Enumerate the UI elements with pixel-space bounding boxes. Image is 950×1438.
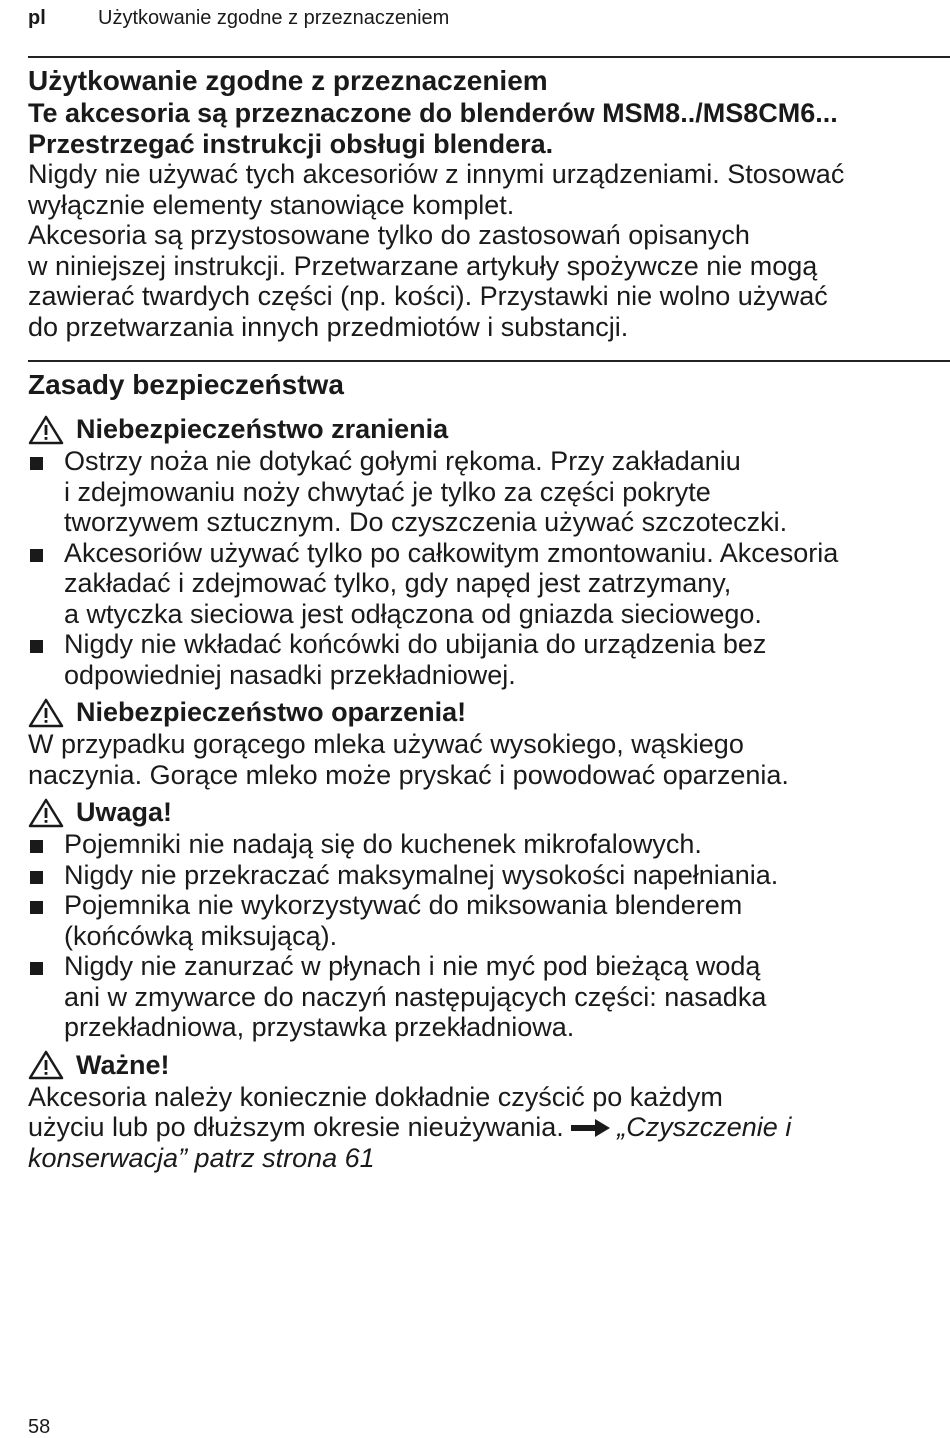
list-item: Ostrzy noża nie dotykać gołymi rękoma. Przy zakładaniu i zdejmowaniu noży chwytać je tylko za części pokryte tworzywem sztucznym. Do czyszczenia używać szczoteczki.	[28, 446, 950, 538]
intended-use-line: do przetwarzania innych przedmiotów i substancji.	[28, 311, 629, 342]
intended-use-line: zawierać twardych części (np. kości). Przystawki nie wolno używać	[28, 281, 828, 311]
intended-use-section	[28, 64, 950, 342]
burn-text-line: W przypadku gorącego mleka używać wysokiego, wąskiego	[28, 729, 744, 759]
list-item: Nigdy nie zanurzać w płynach i nie myć pod bieżącą wodą ani w zmywarce do naczyń następujących części: nasadka przekładniowa, przystawka przekładniowa.	[28, 951, 950, 1043]
intended-use-line: Akcesoria są przystosowane tylko do zastosowań opisanych	[28, 220, 750, 250]
safety-heading: Zasady bezpieczeństwa	[28, 369, 344, 400]
header-divider	[28, 56, 950, 58]
page-number: 58	[28, 1416, 51, 1438]
page-header	[28, 6, 449, 30]
cross-reference-link-cont[interactable]: konserwacja” patrz strona 61	[28, 1142, 375, 1173]
warning-triangle-icon	[28, 798, 64, 828]
section-divider	[28, 360, 950, 362]
safety-section	[28, 368, 950, 1173]
injury-warning-title: Niebezpieczeństwo zranienia	[28, 413, 950, 446]
burn-text-line: naczynia. Gorące mleko może pryskać i powodować oparzenia.	[28, 759, 789, 790]
intended-use-bold-line-1: Te akcesoria są przeznaczone do blenderów MSM8../MS8CM6...	[28, 98, 838, 128]
intended-use-line: w niniejszej instrukcji. Przetwarzane artykuły spożywcze nie mogą	[28, 250, 818, 281]
important-title: Ważne!	[28, 1049, 950, 1082]
running-title: Użytkowanie zgodne z przeznaczeniem	[98, 7, 450, 29]
intended-use-line: Nigdy nie używać tych akcesoriów z innymi urządzeniami. Stosować	[28, 159, 845, 189]
warning-triangle-icon	[28, 1050, 64, 1080]
intended-use-line: wyłącznie elementy stanowiące komplet.	[28, 189, 515, 220]
language-code: pl	[28, 7, 46, 29]
list-item: Nigdy nie przekraczać maksymalnej wysokości napełniania.	[28, 860, 950, 891]
injury-list	[28, 446, 950, 690]
burn-warning-title: Niebezpieczeństwo oparzenia!	[28, 696, 950, 729]
cross-reference-link[interactable]: „Czyszczenie i	[617, 1112, 792, 1142]
important-text-line: Akcesoria należy koniecznie dokładnie czyścić po każdym	[28, 1081, 723, 1112]
intended-use-bold-line-2: Przestrzegać instrukcji obsługi blendera.	[28, 128, 554, 159]
list-item: Pojemnika nie wykorzystywać do miksowania blenderem (końcówką miksującą).	[28, 890, 950, 951]
list-item: Akcesoriów używać tylko po całkowitym zmontowaniu. Akcesoria zakładać i zdejmować tylko, gdy napęd jest zatrzymany, a wtyczka sieciowa jest odłączona od gniazda sieciowego.	[28, 538, 950, 630]
intended-use-heading: Użytkowanie zgodne z przeznaczeniem	[28, 65, 548, 96]
caution-list	[28, 829, 950, 1043]
arrow-right-icon	[571, 1118, 611, 1138]
list-item: Pojemniki nie nadają się do kuchenek mikrofalowych.	[28, 829, 950, 860]
warning-triangle-icon	[28, 415, 64, 445]
warning-triangle-icon	[28, 698, 64, 728]
list-item: Nigdy nie wkładać końcówki do ubijania do urządzenia bez odpowiedniej nasadki przekładniowej.	[28, 629, 950, 690]
important-text-line-2: użyciu lub po dłuższym okresie nieużywania. „Czyszczenie i	[28, 1112, 792, 1142]
caution-title: Uwaga!	[28, 796, 950, 829]
